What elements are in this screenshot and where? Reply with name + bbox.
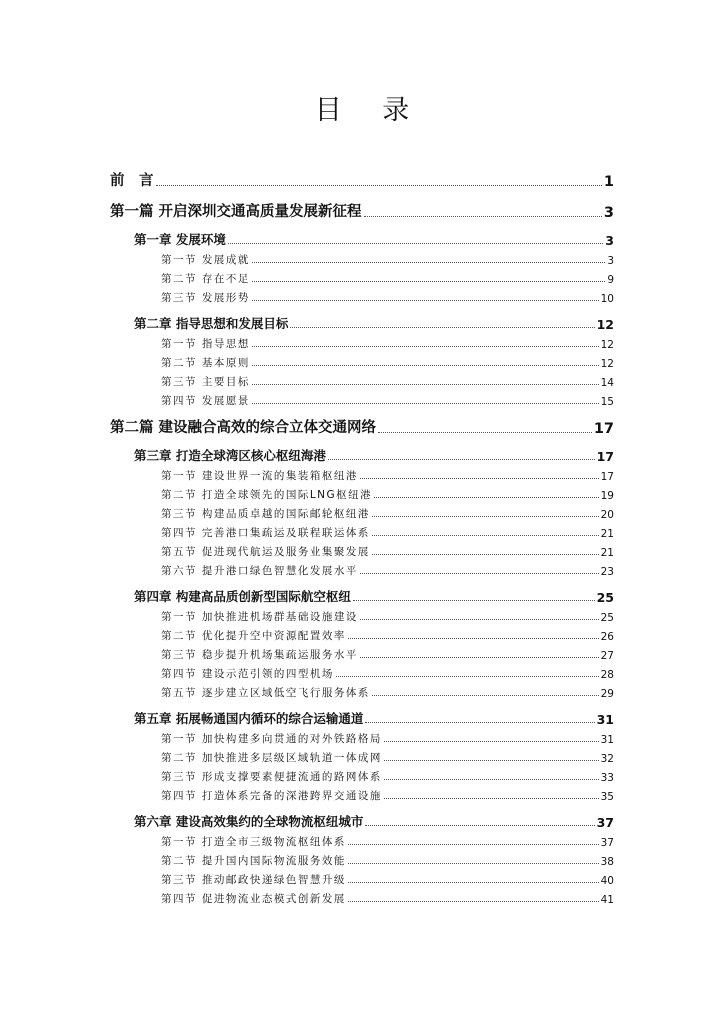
dot-leader [364,216,602,217]
toc-section-entry[interactable] [110,746,614,765]
dot-leader [252,384,599,385]
toc-entry-page-number: 28 [600,669,614,681]
toc-section-entry[interactable] [110,662,614,681]
dot-leader [252,365,599,366]
toc-entry-page-number: 25 [596,590,614,605]
toc-entry-page-number: 15 [600,396,614,408]
toc-entry-label: 第五章 拓展畅通国内循环的综合运输通道 [134,711,364,726]
toc-section-entry[interactable] [110,351,614,370]
toc-part-entry[interactable] [110,195,614,221]
toc-section-entry[interactable] [110,248,614,267]
toc-entry-page-number: 32 [600,753,614,765]
dot-leader [360,478,599,479]
toc-entry-page-number: 29 [600,688,614,700]
dot-leader [384,798,599,799]
toc-entry-label: 第三节 稳步提升机场集疏运服务水平 [161,649,358,661]
dot-leader [365,825,594,826]
toc-entry-page-number: 20 [600,509,614,521]
toc-entry-label: 第一章 发展环境 [134,232,226,247]
toc-entry-label: 第四节 完善港口集疏运及联程联运体系 [161,527,370,539]
dot-leader [228,243,603,244]
toc-entry-label: 第六章 建设高效集约的全球物流枢纽城市 [134,814,364,829]
dot-leader [252,300,599,301]
toc-section-entry[interactable] [110,765,614,784]
toc-entry-page-number: 26 [600,631,614,643]
toc-entry-label: 第六节 提升港口绿色智慧化发展水平 [161,565,358,577]
dot-leader [252,346,599,347]
dot-leader [252,403,599,404]
toc-entry-label: 第二节 提升国内国际物流服务效能 [161,855,346,867]
toc-entry-page-number: 1 [603,174,614,190]
dot-leader [384,760,599,761]
dot-leader [290,327,594,328]
toc-section-entry[interactable] [110,332,614,351]
toc-entry-label: 第五节 促进现代航运及服务业集聚发展 [161,546,370,558]
toc-entry-page-number: 37 [596,815,614,830]
toc-entry-page-number: 27 [600,650,614,662]
toc-entry-label: 第二节 优化提升空中资源配置效率 [161,630,346,642]
dot-leader [252,281,605,282]
toc-entry-page-number: 12 [600,339,614,351]
toc-entry-page-number: 3 [607,255,614,267]
toc-entry-label: 第一篇 开启深圳交通高质量发展新征程 [110,204,362,220]
toc-entry-label: 前 言 [110,173,154,189]
dot-leader [328,459,595,460]
toc-entry-page-number: 35 [600,791,614,803]
toc-entry-label: 第二节 加快推进多层级区域轨道一体成网 [161,752,382,764]
toc-chapter-entry[interactable] [110,703,614,727]
toc-section-entry[interactable] [110,464,614,483]
toc-part-entry[interactable] [110,411,614,437]
toc-entry-page-number: 21 [600,528,614,540]
toc-entry-label: 第二节 存在不足 [161,273,250,285]
toc-entry-page-number: 37 [600,837,614,849]
toc-entry-page-number: 12 [600,358,614,370]
toc-section-entry[interactable] [110,370,614,389]
dot-leader [378,432,592,433]
toc-entry-label: 第二篇 建设融合高效的综合立体交通网络 [110,420,377,436]
toc-entry-page-number: 31 [596,712,614,727]
dot-leader [374,497,598,498]
toc-entry-label: 第四节 发展愿景 [161,395,250,407]
toc-entry-label: 第三节 发展形势 [161,292,250,304]
toc-section-entry[interactable] [110,681,614,700]
toc-entry-page-number: 41 [600,894,614,906]
toc-section-entry[interactable] [110,643,614,662]
toc-entry-label: 第三章 打造全球湾区核心枢纽海港 [134,448,326,463]
table-of-contents [110,168,614,906]
toc-entry-page-number: 3 [605,233,614,248]
toc-chapter-entry[interactable] [110,440,614,464]
toc-chapter-entry[interactable] [110,806,614,830]
toc-entry-page-number: 10 [600,293,614,305]
toc-entry-label: 第三节 推动邮政快递绿色智慧升级 [161,874,346,886]
dot-leader [336,676,599,677]
dot-leader [360,573,599,574]
toc-entry-label: 第一节 加快构建多向贯通的对外铁路格局 [161,733,382,745]
toc-entry-page-number: 17 [593,421,614,437]
toc-entry-page-number: 12 [596,317,614,332]
toc-section-entry[interactable] [110,624,614,643]
dot-leader [384,779,599,780]
dot-leader [348,882,599,883]
dot-leader [353,600,595,601]
dot-leader [348,844,599,845]
toc-entry-page-number: 23 [600,566,614,578]
toc-section-entry[interactable] [110,830,614,849]
toc-section-entry[interactable] [110,483,614,502]
toc-entry-label: 第一节 建设世界一流的集装箱枢纽港 [161,470,358,482]
toc-entry-label: 第二节 基本原则 [161,357,250,369]
toc-entry-label: 第二节 打造全球领先的国际LNG枢纽港 [161,489,373,501]
toc-entry-page-number: 31 [600,734,614,746]
toc-entry-label: 第一节 发展成就 [161,254,250,266]
toc-entry-label: 第四节 打造体系完备的深港跨界交通设施 [161,790,382,802]
dot-leader [365,722,594,723]
toc-section-entry[interactable] [110,540,614,559]
dot-leader [360,657,599,658]
toc-section-entry[interactable] [110,727,614,746]
dot-leader [156,185,602,186]
page-title: 目 录 [314,95,426,126]
toc-chapter-entry[interactable] [110,224,614,248]
dot-leader [360,619,599,620]
dot-leader [372,535,599,536]
toc-chapter-entry[interactable] [110,581,614,605]
toc-entry-page-number: 17 [600,471,614,483]
toc-section-entry[interactable] [110,605,614,624]
toc-entry-label: 第二章 指导思想和发展目标 [134,316,289,331]
toc-entry-label: 第三节 构建品质卓越的国际邮轮枢纽港 [161,508,370,520]
toc-section-entry[interactable] [110,267,614,286]
toc-section-entry[interactable] [110,559,614,578]
toc-part-entry[interactable] [110,168,614,190]
dot-leader [384,741,599,742]
toc-entry-label: 第四章 构建高品质创新型国际航空枢纽 [134,589,351,604]
toc-section-entry[interactable] [110,286,614,305]
toc-entry-page-number: 25 [600,612,614,624]
toc-entry-page-number: 3 [603,205,614,221]
toc-chapter-entry[interactable] [110,308,614,332]
toc-section-entry[interactable] [110,784,614,803]
toc-section-entry[interactable] [110,849,614,868]
toc-entry-page-number: 33 [600,772,614,784]
toc-entry-page-number: 9 [607,274,614,286]
toc-section-entry[interactable] [110,502,614,521]
dot-leader [372,554,599,555]
toc-entry-label: 第三节 形成支撑要素便捷流通的路网体系 [161,771,382,783]
toc-section-entry[interactable] [110,868,614,887]
toc-entry-label: 第四节 促进物流业态模式创新发展 [161,893,346,905]
toc-entry-page-number: 17 [596,449,614,464]
toc-section-entry[interactable] [110,521,614,540]
toc-entry-page-number: 21 [600,547,614,559]
dot-leader [372,516,599,517]
dot-leader [348,638,599,639]
toc-entry-label: 第一节 加快推进机场群基础设施建设 [161,611,358,623]
toc-entry-label: 第三节 主要目标 [161,376,250,388]
toc-entry-label: 第一节 打造全市三级物流枢纽体系 [161,836,346,848]
toc-entry-label: 第四节 建设示范引领的四型机场 [161,668,334,680]
toc-entry-label: 第五节 逐步建立区域低空飞行服务体系 [161,687,370,699]
toc-section-entry[interactable] [110,389,614,408]
dot-leader [252,262,605,263]
dot-leader [372,695,599,696]
dot-leader [348,901,599,902]
toc-entry-page-number: 19 [600,490,614,502]
dot-leader [348,863,599,864]
toc-section-entry[interactable] [110,887,614,906]
toc-entry-page-number: 38 [600,856,614,868]
toc-entry-label: 第一节 指导思想 [161,338,250,350]
toc-entry-page-number: 14 [600,377,614,389]
toc-entry-page-number: 40 [600,875,614,887]
